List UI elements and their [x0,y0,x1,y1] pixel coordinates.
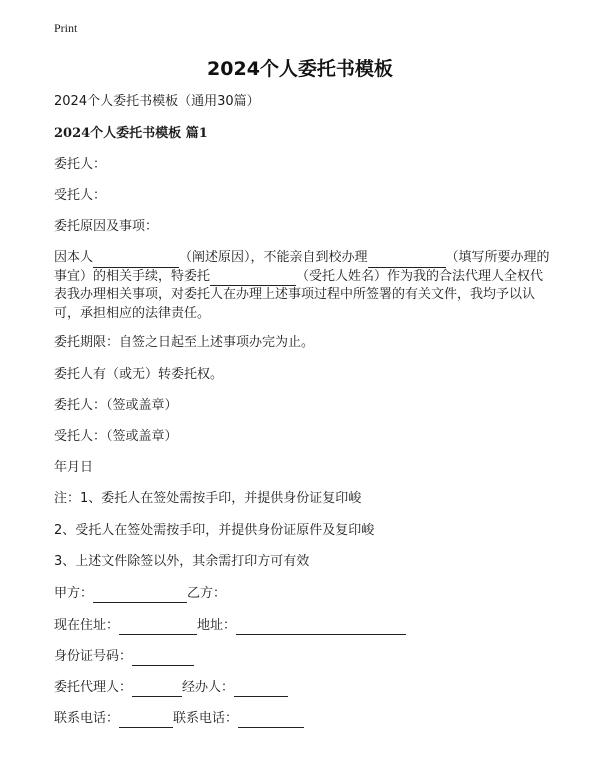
transfer-line: 委托人有（或无）转委托权。 [54,367,224,382]
note-1-line: 注：1、委托人在签处需按手印，并提供身份证复印峻 [54,491,362,506]
date-line: 年月日 [54,460,94,475]
agent-label: 委托代理人： [54,680,133,695]
id-number-label: 身份证号码： [54,649,133,664]
blank-reason [93,253,179,268]
body-text-1: 因本人 [54,250,94,265]
handler-blank [234,682,288,697]
note-2-line: 2、受托人在签处需按手印，并提供身份证原件及复印峻 [54,523,375,538]
period-line: 委托期限：自签之日起至上述事项办完为止。 [54,335,315,350]
body-paragraph [54,249,554,323]
id-line [54,648,194,666]
party-b-label: 乙方： [187,586,227,601]
handler-label: 经办人： [182,680,235,695]
body-text-2: （阐述原因），不能亲自到校办理 [179,250,368,265]
phone-2-label: 联系电话： [173,711,239,726]
current-address-blank [119,620,197,635]
address-label: 地址： [197,618,237,633]
party-a-blank [93,588,187,603]
phone-line [54,710,304,728]
agent-line [54,679,288,697]
blank-name [210,271,296,286]
reason-line: 委托原因及事项： [54,219,159,234]
phone-2-blank [238,713,304,728]
agent-blank [132,682,182,697]
body-text-3: （填写所要办理的事宜）的相关手续，特委托 [54,250,550,284]
phone-1-blank [119,713,173,728]
address-line [54,617,406,635]
principal-sign-line: 委托人：（签或盖章） [54,398,178,413]
document-title: 2024个人委托书模板 [207,58,393,80]
trustee-line: 受托人： [54,188,107,203]
id-number-blank [132,651,194,666]
current-address-label: 现在住址： [54,618,120,633]
trustee-sign-line: 受托人：（签或盖章） [54,429,178,444]
party-a-label: 甲方： [54,586,94,601]
party-line [54,585,226,603]
print-link[interactable]: Print [54,21,78,35]
section-heading: 2024个人委托书模板 篇1 [54,126,208,141]
phone-1-label: 联系电话： [54,711,120,726]
address-blank [236,620,406,635]
note-3-line: 3、上述文件除签以外，其余需打印方可有效 [54,554,310,569]
body-text-4: （受托人姓名）作为我的合法代理人全权代表我办理相关事项，对委托人在办理上述事项过程中所签署的有关文件，我均予以认可，承担相应的法律责任。 [54,268,544,321]
principal-line: 委托人： [54,157,107,172]
document-subtitle: 2024个人委托书模板（通用30篇） [54,94,260,109]
blank-matter [368,253,446,268]
